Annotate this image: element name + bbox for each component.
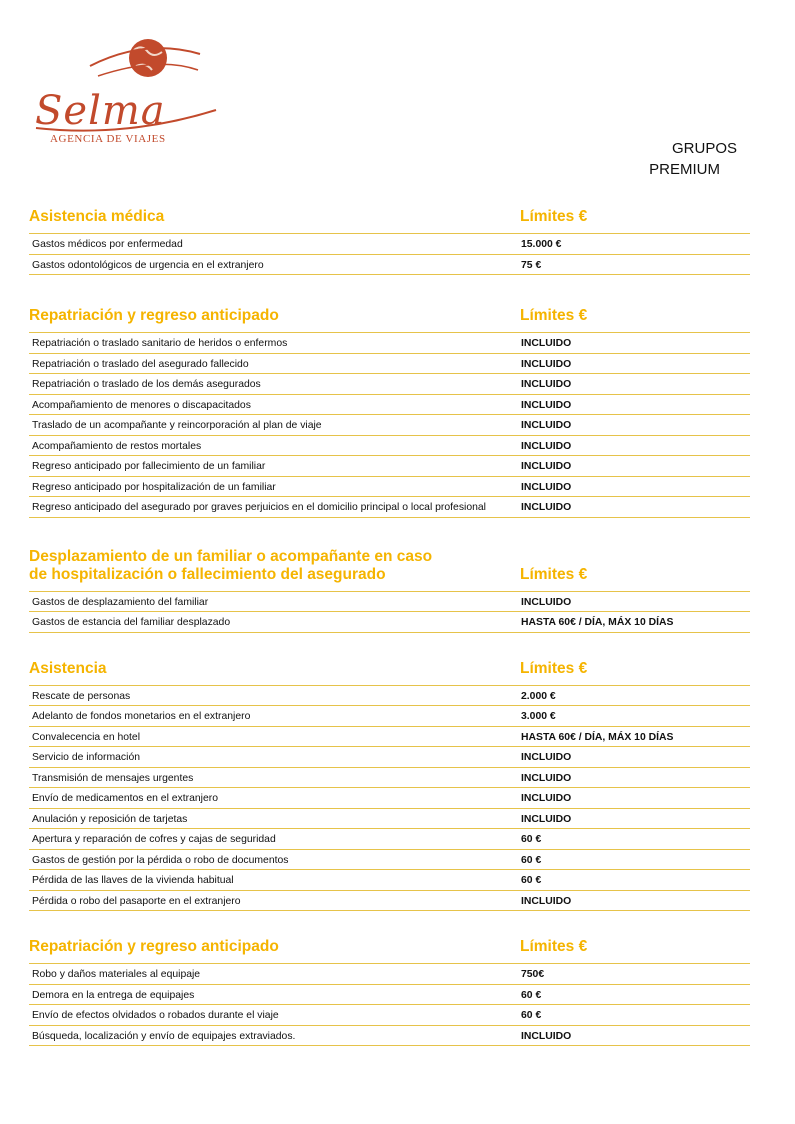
row-value: INCLUIDO bbox=[521, 1030, 572, 1042]
row-label: Regreso anticipado del asegurado por graves perjuicios en el domicilio principal o local profesional bbox=[32, 502, 486, 513]
row-label: Servicio de información bbox=[32, 752, 140, 763]
row-label: Demora en la entrega de equipajes bbox=[32, 989, 195, 1001]
section-repatriacion bbox=[29, 307, 750, 518]
table-row bbox=[29, 333, 750, 354]
section-header bbox=[29, 548, 750, 592]
row-value: 60 € bbox=[521, 989, 542, 1001]
row-value: HASTA 60€ / DÍA, MÁX 10 DÍAS bbox=[521, 731, 674, 743]
table-row bbox=[29, 686, 750, 707]
section-asistencia bbox=[29, 660, 750, 912]
row-value: 60 € bbox=[521, 854, 542, 866]
row-label: Apertura y reparación de cofres y cajas de seguridad bbox=[32, 834, 276, 845]
table-row bbox=[29, 964, 750, 985]
table-row bbox=[29, 374, 750, 395]
table-row bbox=[29, 255, 750, 276]
row-value: INCLUIDO bbox=[521, 358, 572, 370]
row-label: Repatriación o traslado sanitario de heridos o enfermos bbox=[32, 338, 288, 349]
row-label: Envío de medicamentos en el extranjero bbox=[32, 793, 218, 804]
section-header bbox=[29, 660, 750, 686]
section-desplazamiento-familiar bbox=[29, 548, 750, 633]
logo-name: Selma bbox=[35, 88, 166, 134]
table-row bbox=[29, 747, 750, 768]
row-label: Pérdida o robo del pasaporte en el extranjero bbox=[32, 895, 241, 907]
table-row bbox=[29, 891, 750, 912]
row-label: Gastos odontológicos de urgencia en el extranjero bbox=[32, 259, 264, 271]
row-value: INCLUIDO bbox=[521, 895, 572, 907]
row-label: Robo y daños materiales al equipaje bbox=[32, 969, 201, 980]
row-value: HASTA 60€ / DÍA, MÁX 10 DÍAS bbox=[521, 617, 674, 628]
table-row bbox=[29, 727, 750, 748]
row-label: Anulación y reposición de tarjetas bbox=[32, 813, 188, 825]
table-row bbox=[29, 768, 750, 789]
table-row bbox=[29, 415, 750, 436]
row-label: Repatriación o traslado de los demás asegurados bbox=[32, 379, 261, 390]
row-value: INCLUIDO bbox=[521, 752, 572, 763]
table-row bbox=[29, 592, 750, 613]
row-value: INCLUIDO bbox=[521, 481, 572, 493]
row-value: INCLUIDO bbox=[521, 461, 572, 472]
row-value: 75 € bbox=[521, 259, 542, 271]
limit-header: Límites € bbox=[520, 938, 588, 955]
table-row bbox=[29, 1026, 750, 1047]
table-row bbox=[29, 706, 750, 727]
row-value: INCLUIDO bbox=[521, 772, 572, 784]
row-value: 3.000 € bbox=[521, 711, 556, 722]
table-row bbox=[29, 477, 750, 498]
section-header bbox=[29, 208, 750, 234]
row-label: Acompañamiento de restos mortales bbox=[32, 440, 202, 452]
section-title: Desplazamiento de un familiar o acompañante en caso de hospitalización o fallecimiento del asegurado bbox=[29, 547, 433, 583]
section-header bbox=[29, 938, 750, 964]
plan-title-line1: GRUPOS bbox=[671, 140, 737, 157]
row-value: INCLUIDO bbox=[521, 379, 572, 390]
table-row bbox=[29, 234, 750, 255]
table-row bbox=[29, 456, 750, 477]
table-row bbox=[29, 395, 750, 416]
table-row bbox=[29, 612, 750, 633]
plan-title-line2: PREMIUM bbox=[649, 161, 720, 178]
table-row bbox=[29, 870, 750, 891]
row-value: INCLUIDO bbox=[521, 813, 572, 825]
row-value: 60 € bbox=[521, 875, 542, 886]
limit-header: Límites € bbox=[520, 208, 588, 225]
row-label: Gastos de gestión por la pérdida o robo de documentos bbox=[32, 854, 289, 866]
plan-title bbox=[649, 138, 737, 180]
row-label: Regreso anticipado por fallecimiento de un familiar bbox=[32, 461, 266, 472]
limit-header: Límites € bbox=[520, 659, 588, 677]
row-label: Traslado de un acompañante y reincorporación al plan de viaje bbox=[32, 420, 322, 431]
table-row bbox=[29, 985, 750, 1006]
row-label: Repatriación o traslado del asegurado fallecido bbox=[32, 358, 249, 370]
row-value: INCLUIDO bbox=[521, 338, 572, 349]
row-label: Gastos médicos por enfermedad bbox=[32, 239, 183, 250]
row-value: 60 € bbox=[521, 834, 542, 845]
table-row bbox=[29, 809, 750, 830]
section-title: Asistencia bbox=[29, 659, 107, 677]
row-label: Gastos de estancia del familiar desplazado bbox=[32, 617, 231, 628]
row-value: INCLUIDO bbox=[521, 793, 572, 804]
row-value: 60 € bbox=[521, 1010, 542, 1021]
logo-swoosh bbox=[30, 106, 230, 136]
section-title: Asistencia médica bbox=[29, 208, 165, 225]
table-row bbox=[29, 788, 750, 809]
section-equipajes bbox=[29, 938, 750, 1046]
globe-icon bbox=[70, 36, 270, 96]
limit-header: Límites € bbox=[520, 565, 588, 583]
row-value: INCLUIDO bbox=[521, 596, 572, 608]
row-label: Búsqueda, localización y envío de equipajes extraviados. bbox=[32, 1030, 296, 1042]
row-value: INCLUIDO bbox=[521, 502, 572, 513]
row-value: INCLUIDO bbox=[521, 399, 572, 411]
row-label: Convalecencia en hotel bbox=[32, 731, 141, 743]
row-value: 15.000 € bbox=[521, 239, 562, 250]
row-value: INCLUIDO bbox=[521, 420, 572, 431]
section-asistencia-medica bbox=[29, 208, 750, 275]
coverage-table bbox=[29, 208, 750, 1046]
row-label: Adelanto de fondos monetarios en el extranjero bbox=[32, 711, 251, 722]
row-label: Rescate de personas bbox=[32, 690, 131, 702]
logo-subtitle: AGENCIA DE VIAJES bbox=[50, 133, 166, 145]
row-value: 750€ bbox=[521, 969, 545, 980]
row-label: Acompañamiento de menores o discapacitados bbox=[32, 399, 251, 411]
row-label: Transmisión de mensajes urgentes bbox=[32, 772, 194, 784]
limit-header: Límites € bbox=[520, 307, 588, 324]
table-row bbox=[29, 850, 750, 871]
row-value: INCLUIDO bbox=[521, 440, 572, 452]
table-row bbox=[29, 1005, 750, 1026]
row-label: Envío de efectos olvidados o robados durante el viaje bbox=[32, 1010, 279, 1021]
section-header bbox=[29, 307, 750, 333]
table-row bbox=[29, 497, 750, 518]
table-row bbox=[29, 829, 750, 850]
row-label: Gastos de desplazamiento del familiar bbox=[32, 596, 209, 608]
row-label: Pérdida de las llaves de la vivienda habitual bbox=[32, 875, 234, 886]
row-value: 2.000 € bbox=[521, 690, 556, 702]
section-title: Repatriación y regreso anticipado bbox=[29, 938, 279, 955]
table-row bbox=[29, 436, 750, 457]
table-row bbox=[29, 354, 750, 375]
row-label: Regreso anticipado por hospitalización de un familiar bbox=[32, 481, 276, 493]
agency-logo bbox=[30, 36, 230, 146]
section-title: Repatriación y regreso anticipado bbox=[29, 307, 279, 324]
